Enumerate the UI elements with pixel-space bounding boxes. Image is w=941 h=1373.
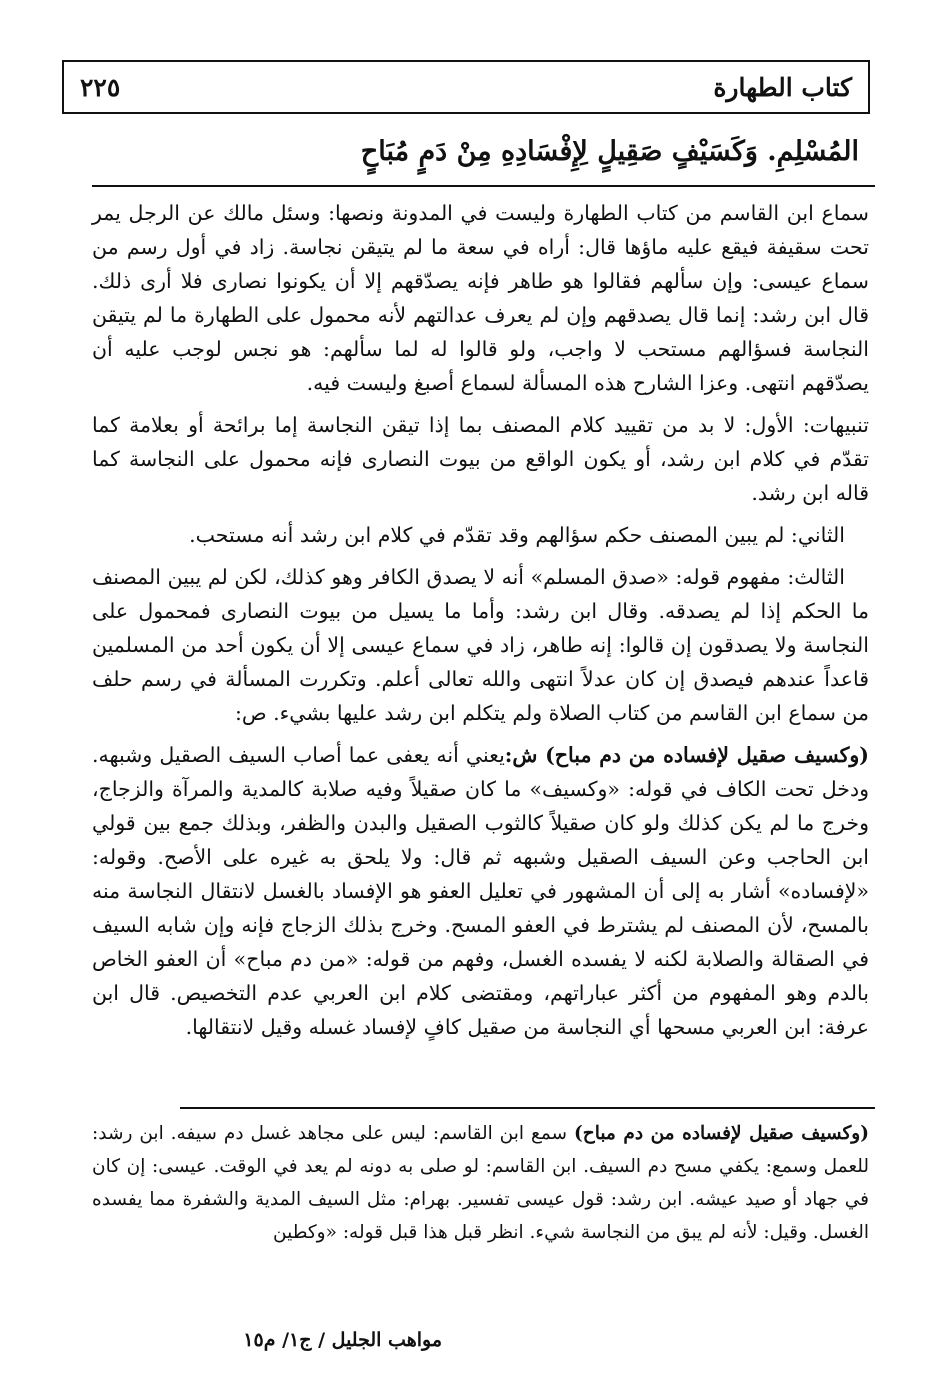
running-header: [62, 60, 870, 114]
signature-line: مواهب الجليل / ج١/ م١٥: [243, 1329, 442, 1351]
footnote-divider: [180, 1107, 875, 1109]
commentary-paragraph: الثاني: لم يبين المصنف حكم سؤالهم وقد تقدّم في كلام ابن رشد أنه مستحب.: [189, 523, 845, 547]
commentary-paragraph: [92, 738, 869, 1044]
commentary-paragraph: تنبيهات: الأول: لا بد من تقييد كلام المصنف بما إذا تيقن النجاسة إما برائحة أو بعلامة كما تقدّم في كلام ابن رشد، أو يكون الواقع من بيوت النصارى فإنه محمول على النجاسة كما قاله ابن رشد.: [92, 413, 869, 505]
footnote-paragraph: [92, 1117, 869, 1249]
page-number: ٢٢٥: [80, 72, 121, 102]
book-title: كتاب الطهارة: [713, 72, 852, 102]
commentary-body: [92, 196, 869, 1052]
matn-quote: (وكسيف صقيل لإفساده من دم مباح) ش:: [504, 743, 869, 767]
footnote-text: سمع ابن القاسم: ليس على مجاهد غسل دم سيفه. ابن رشد: للعمل وسمع: يكفي مسح دم السيف. ابن القاسم: لو صلى به دونه لم يعد في الوقت. عيسى: إن كان في جهاد أو صيد عيشه. ابن رشد: قول عيسى تفسير. بهرام: مثل السيف المدية والشفرة مما يفسده الغسل. وقيل: لأنه لم يبق من النجاسة شيء. انظر قبل هذا قبل قوله: «وكطين: [92, 1123, 869, 1243]
commentary-paragraph: الثالث: مفهوم قوله: «صدق المسلم» أنه لا يصدق الكافر وهو كذلك، لكن لم يبين المصنف ما الحكم إذا لم يصدقه. وقال ابن رشد: وأما ما يسيل من بيوت النصارى فمحمول على النجاسة ولا يصدقون إن قالوا: إنه طاهر، زاد في سماع عيسى إلا أن يكون أحد من المسلمين قاعداً عندهم فيصدق إن كان عدلاً انتهى والله تعالى أعلم. وتكررت المسألة في رسم حلف من سماع ابن القاسم من كتاب الصلاة ولم يتكلم ابن رشد عليها بشيء. ص:: [92, 565, 869, 725]
footnote: [92, 1117, 869, 1249]
commentary-paragraph: سماع ابن القاسم من كتاب الطهارة وليست في المدونة ونصها: وسئل مالك عن الرجل يمر تحت سقيفة فيقع عليه ماؤها قال: أراه في سعة ما لم يتيقن نجاسة. زاد في أول رسم من سماع عيسى: وإن سألهم فقالوا هو طاهر فإنه يصدّقهم إلا أن يكونوا نصارى فلا أرى ذلك. قال ابن رشد: إنما قال يصدقهم وإن لم يعرف عدالتهم لأنه محمول على الطهارة ما لم يتيقن النجاسة فسؤالهم مستحب لا واجب، ولو قالوا له لما سألهم: هو نجس لوجب عليه أن يصدّقهم انتهى. وعزا الشارح هذه المسألة لسماع أصبغ وليست فيه.: [92, 201, 869, 395]
top-divider: [92, 185, 875, 187]
matn-line: المُسْلِمِ. وَكَسَيْفٍ صَقِيلٍ لِإِفْسَادِهِ مِنْ دَمٍ مُبَاحٍ: [360, 136, 859, 167]
commentary-text: يعني أنه يعفى عما أصاب السيف الصقيل وشبهه. ودخل تحت الكاف في قوله: «وكسيف» ما كان صقيلاً وفيه صلابة كالمدية والمرآة والزجاج، وخرج ما لم يكن كذلك ولو كان صقيلاً كالثوب الصقيل والبدن والظفر، وبذلك جمع بين قولي ابن الحاجب وعن السيف الصقيل وشبهه ثم قال: ولا يلحق به غيره على الأصح. وقوله: «لإفساده» أشار به إلى أن المشهور في تعليل العفو هو الإفساد بالغسل لانتقال النجاسة منه بالمسح، لأن المصنف لم يشترط في العفو المسح. وخرج بذلك الزجاج فإنه وإن شابه السيف في الصقالة والصلابة لكنه لا يفسده الغسل، وفهم من قوله: «من دم مباح» أن العفو الخاص بالدم وهو المفهوم من أكثر عباراتهم، ومقتضى كلام ابن العربي عدم التخصيص. قال ابن عرفة: ابن العربي مسحها أي النجاسة من صقيل كافٍ لإفساد غسله وقيل لانتقالها.: [92, 743, 869, 1039]
footnote-quote: (وكسيف صقيل لإفساده من دم مباح): [574, 1123, 869, 1144]
